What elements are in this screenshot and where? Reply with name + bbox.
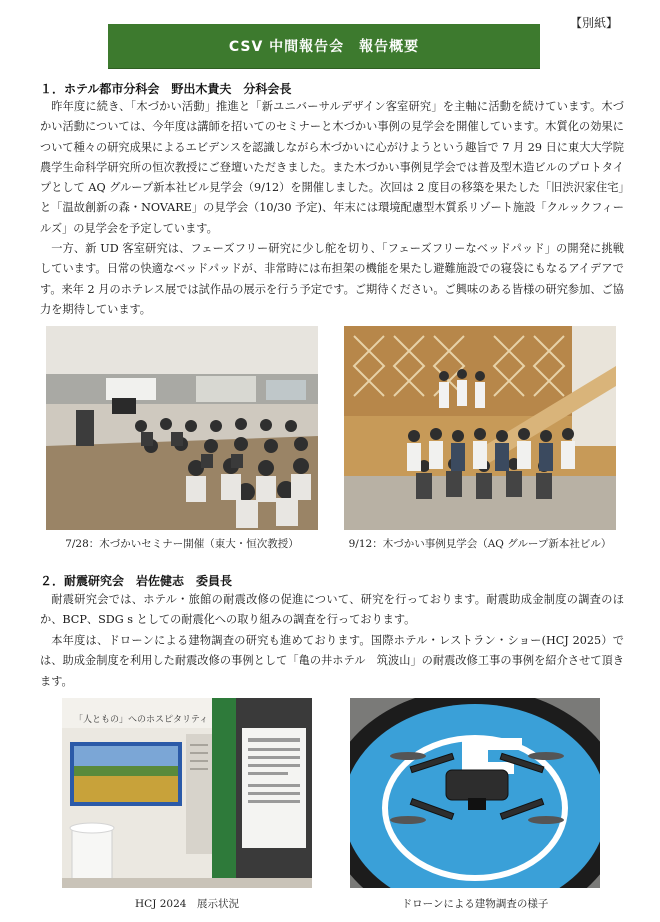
section1-paragraph-1: 昨年度に続き、「木づかい活動」推進と「新ユニバーサルデザイン客室研究」を主軸に活動を続けています。木づかい活動については、今年度は講師を招いてのセミナーと木づかい事例の見学会を開催しています。木質化の効果について種々の研究成果によるエビデンスを認識しながら木づかいに心がけようという趣旨で 7 月 29 日に東大大学院農学生命科学研究所の恒次教授にご登壇いただきました。また木づかい事例見学会では普及型木造ビルのプロトタイプとして AQ グループ新本社ビル見学会（9/12）を開催しました。次回は 2 度目の移築を果たした「旧渋沢家住宅」と「温故創新の森・NOVARE」の見学会（10/30 予定)、年末には環境配慮型木質系リゾート施設「クルックフィールズ」の見学会を予定しています。	[40, 100, 624, 235]
exhibition-booth-photo	[62, 698, 312, 888]
drone-survey-photo	[350, 698, 600, 888]
exhibition-booth-photo-image	[62, 698, 312, 888]
drone-survey-photo-image	[350, 698, 600, 888]
seminar-photo	[46, 326, 318, 530]
seminar-photo-image	[46, 326, 318, 530]
group-tour-photo-caption: 9/12：木づかい事例見学会（AQ グループ新本社ビル）	[348, 538, 612, 550]
report-title: CSV 中間報告会 報告概要	[228, 39, 420, 55]
section2-heading: ２．耐震研究会 岩佐健志 委員長	[40, 574, 233, 588]
section2-paragraph-1: 耐震研究会では、ホテル・旅館の耐震改修の促進について、研究を行っております。耐震助成金制度の調査のほか、BCP、SDG s としての耐震化への取り組みの調査を行っております。	[40, 593, 624, 627]
report-title-banner	[108, 24, 540, 68]
drone-survey-photo-caption: ドローンによる建物調査の様子	[401, 898, 549, 910]
exhibition-booth-photo-caption: HCJ 2024 展示状況	[135, 898, 239, 910]
booth-sign: 「人ともの」へのホスピタリティ	[74, 715, 209, 725]
section1-heading: １．ホテル都市分科会 野出木貴夫 分科会長	[40, 82, 292, 96]
section1-paragraph-2: 一方、新 UD 客室研究は、フェーズフリー研究に少し舵を切り、「フェーズフリーなベッドパッド」の開発に挑戦しています。日常の快適なベッドパッドが、非常時には布担架の機能を果たし避難施設での寝袋にもなるアイデアです。来年 2 月のホテレス展では試作品の展示を行う予定です。ご期待ください。ご興味のある皆様の研究参加、ご協力を期待しています。	[40, 242, 624, 316]
group-tour-photo	[344, 326, 616, 530]
seminar-photo-caption: 7/28：木づかいセミナー開催（東大・恒次教授）	[65, 538, 299, 550]
section2-paragraph-2: 本年度は、ドローンによる建物調査の研究も進めております。国際ホテル・レストラン・ショー(HCJ 2025）では、助成金制度を利用した耐震改修の事例として「亀の井ホテル 筑波山」の耐震改修工事の事例を紹介させて頂きます。	[40, 634, 624, 688]
group-tour-photo-image	[344, 326, 616, 530]
page-tag: 【別紙】	[569, 16, 618, 30]
